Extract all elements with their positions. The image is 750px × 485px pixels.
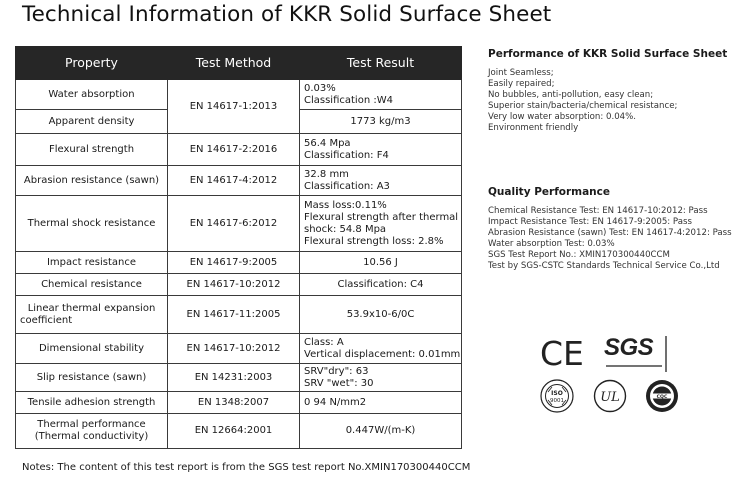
method-cell: EN 1348:2007 [168,392,300,414]
property-cell [16,296,168,334]
result-cell: 0 94 N/mm2 [300,392,462,414]
result-line: shock: 54.8 Mpa [304,223,387,235]
method-cell: EN 14617-1:2013 [168,80,300,134]
result-line: Classification: A3 [304,180,390,192]
result-cell: 0.447W/(m-K) [300,414,462,449]
svg-text:ISO: ISO [551,390,563,397]
result-cell [300,334,462,364]
iso-9001-logo [540,379,574,413]
result-line: SRV"dry": 63 [304,365,369,377]
sgs-logo [604,334,668,374]
result-line: 56.4 Mpa [304,137,351,149]
result-line: Classification: F4 [304,149,389,161]
svg-text:UL: UL [600,390,620,405]
result-cell [300,134,462,166]
result-cell [300,80,462,110]
property-cell: Water absorption [16,80,168,110]
method-cell: EN 14617-11:2005 [168,296,300,334]
ul-icon [593,379,627,413]
quality-list [488,206,732,272]
sgs-logo-text: SGS [604,334,654,361]
method-cell: EN 14617-9:2005 [168,252,300,274]
property-cell: Flexural strength [16,134,168,166]
result-line: Classification :W4 [304,94,393,106]
list-item: Easily repaired; [488,79,555,89]
result-line: 0.03% [304,82,336,94]
table-row [16,80,462,110]
iso-icon [540,379,574,413]
table-row [16,364,462,392]
list-item: Superior stain/bacteria/chemical resistance; [488,101,678,111]
property-cell: Slip resistance (sawn) [16,364,168,392]
table-row [16,134,462,166]
table-row [16,274,462,296]
property-line: (Thermal conductivity) [34,431,149,442]
sgs-logo-lines [604,334,668,374]
result-line: Class: A [304,336,344,348]
table-row [16,196,462,252]
performance-list [488,68,677,134]
property-cell: Thermal shock resistance [16,196,168,252]
notes-text: Notes: The content of this test report is from the SGS test report No.XMIN170300440CCM [22,462,471,473]
result-line: Flexural strength after thermal [304,211,459,223]
property-cell: Abrasion resistance (sawn) [16,166,168,196]
table-row [16,392,462,414]
cqc-icon [645,379,679,413]
method-cell: EN 14617-6:2012 [168,196,300,252]
table-row [16,252,462,274]
quality-heading: Quality Performance [488,186,611,198]
list-item: SGS Test Report No.: XMIN170300440CCM [488,250,670,260]
property-cell: Chemical resistance [16,274,168,296]
list-item: Chemical Resistance Test: EN 14617-10:2012: Pass [488,206,708,216]
result-cell: 53.9x10-6/0C [300,296,462,334]
result-line: Flexural strength loss: 2.8% [304,235,444,247]
property-cell [16,414,168,449]
method-cell: EN 14617-2:2016 [168,134,300,166]
table-row [16,414,462,449]
list-item: Environment friendly [488,123,579,133]
property-line: coefficient [20,314,73,326]
spec-table [15,46,462,449]
ce-mark-logo: CE [540,334,584,373]
method-cell: EN 12664:2001 [168,414,300,449]
result-cell: 1773 kg/m3 [300,110,462,134]
property-cell: Apparent density [16,110,168,134]
result-line: Mass loss:0.11% [304,199,387,211]
list-item: Impact Resistance Test: EN 14617-9:2005: Pass [488,217,692,227]
property-line: Thermal performance [37,419,146,430]
header-test-result: Test Result [300,47,462,80]
svg-text:CQC: CQC [656,394,668,400]
result-cell [300,166,462,196]
property-cell: Tensile adhesion strength [16,392,168,414]
header-test-method: Test Method [168,47,300,80]
header-property: Property [16,47,168,80]
table-row [16,334,462,364]
result-line: SRV "wet": 30 [304,377,374,389]
ul-logo [593,379,627,413]
result-line: 32.8 mm [304,168,349,180]
list-item: No bubbles, anti-pollution, easy clean; [488,90,654,100]
property-cell: Dimensional stability [16,334,168,364]
table-header-row [16,47,462,80]
method-cell: EN 14231:2003 [168,364,300,392]
list-item: Water absorption Test: 0.03% [488,239,615,249]
property-line: Linear thermal expansion [27,302,156,314]
list-item: Test by SGS-CSTC Standards Technical Service Co.,Ltd [488,261,720,271]
result-cell: 10.56 J [300,252,462,274]
page-title: Technical Information of KKR Solid Surface Sheet [22,2,552,27]
result-cell [300,196,462,252]
svg-text:9001: 9001 [550,398,564,404]
cqc-logo [645,379,679,413]
method-cell: EN 14617-10:2012 [168,274,300,296]
result-cell [300,364,462,392]
property-cell: Impact resistance [16,252,168,274]
list-item: Abrasion Resistance (sawn) Test: EN 14617-4:2012: Pass [488,228,732,238]
method-cell: EN 14617-10:2012 [168,334,300,364]
table-row [16,166,462,196]
result-line: Vertical displacement: 0.01mm [304,348,461,360]
performance-heading: Performance of KKR Solid Surface Sheet [488,48,728,60]
result-cell: Classification: C4 [300,274,462,296]
table-row [16,296,462,334]
method-cell: EN 14617-4:2012 [168,166,300,196]
list-item: Joint Seamless; [488,68,554,78]
list-item: Very low water absorption: 0.04%. [488,112,637,122]
